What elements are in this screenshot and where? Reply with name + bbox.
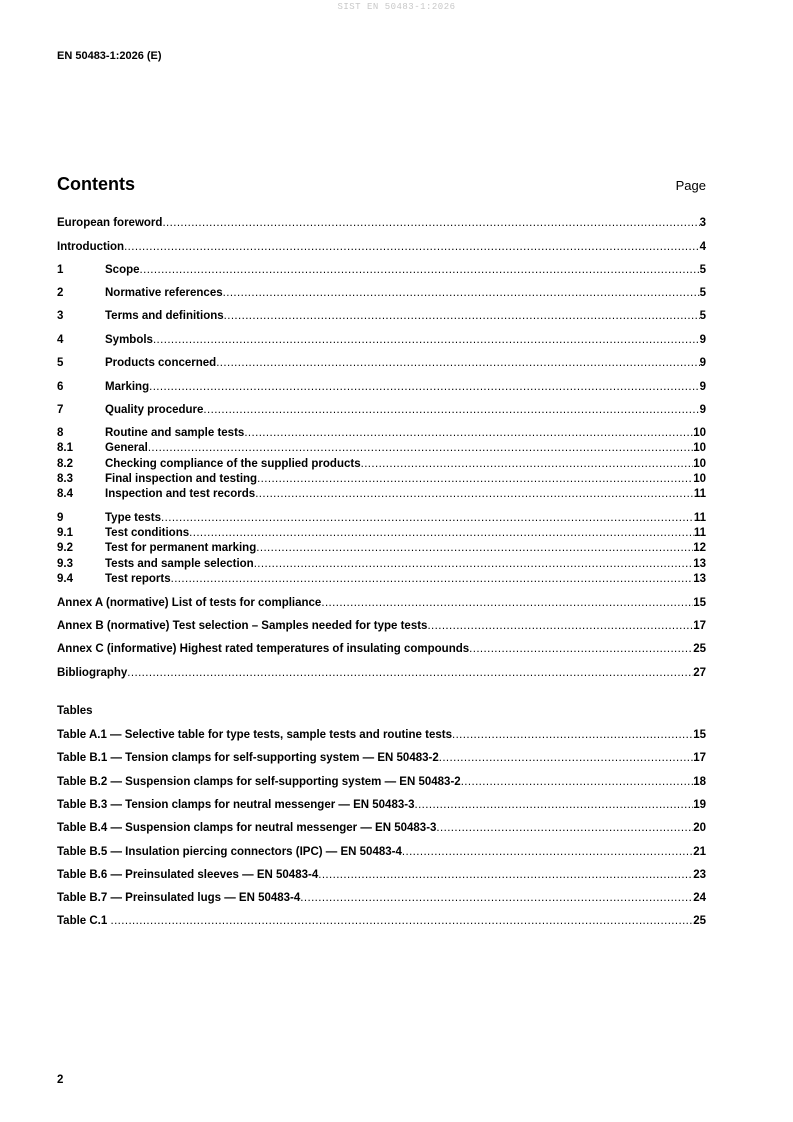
table-entry-title: Table B.3 — Tension clamps for neutral messenger — EN 50483-3	[57, 799, 415, 811]
toc-entry-number: 8.2	[57, 458, 73, 470]
tables-heading: Tables	[57, 705, 93, 717]
toc-entry-page: 15	[693, 597, 706, 609]
toc-entry-title: Inspection and test records	[105, 488, 256, 500]
toc-entry-title: Test conditions	[105, 527, 190, 539]
toc-entry-page: 5	[699, 310, 706, 322]
table-entry[interactable]	[57, 845, 706, 859]
table-entry-title: Table B.4 — Suspension clamps for neutral messenger — EN 50483-3	[57, 822, 437, 834]
toc-entry-page: 9	[699, 334, 706, 346]
table-entry[interactable]	[57, 868, 706, 882]
table-entry-page: 25	[693, 915, 706, 927]
toc-entry-page: 17	[693, 620, 706, 632]
table-entry-page: 15	[693, 729, 706, 741]
toc-entry[interactable]	[57, 526, 706, 540]
toc-entry[interactable]	[57, 472, 706, 486]
toc-entry-page: 5	[699, 287, 706, 299]
toc-entry-number: 2	[57, 287, 64, 299]
toc-entry-title: Scope	[105, 264, 140, 276]
toc-entry[interactable]	[57, 487, 706, 501]
toc-entry-page: 10	[693, 442, 706, 454]
table-entry-title: Table B.1 — Tension clamps for self-supporting system — EN 50483-2	[57, 752, 439, 764]
toc-entry-title: Marking	[105, 381, 150, 393]
toc-entry-page: 12	[693, 542, 706, 554]
toc-entry[interactable]	[57, 541, 706, 555]
toc-entry-page: 13	[693, 558, 706, 570]
toc-entry-title: General	[105, 442, 148, 454]
toc-entry-number: 9	[57, 512, 64, 524]
table-entry-title: Table A.1 — Selective table for type tests, sample tests and routine tests	[57, 729, 452, 741]
toc-entry-title: Tests and sample selection	[105, 558, 254, 570]
toc-entry[interactable]	[57, 309, 706, 323]
table-entry[interactable]	[57, 821, 706, 835]
toc-entry-page: 9	[699, 404, 706, 416]
table-entry[interactable]	[57, 751, 706, 765]
toc-entry-title: Annex B (normative) Test selection – Samples needed for type tests	[57, 620, 428, 632]
toc-entry-number: 7	[57, 404, 64, 416]
toc-entry-page: 11	[693, 512, 706, 524]
toc-entry[interactable]	[57, 333, 706, 347]
page-number: 2	[57, 1074, 64, 1086]
toc-entry-number: 8.1	[57, 442, 73, 454]
toc-entry-number: 1	[57, 264, 64, 276]
toc-entry-page: 9	[699, 381, 706, 393]
page-column-label: Page	[675, 178, 706, 193]
table-entry[interactable]	[57, 914, 706, 928]
toc-entry[interactable]	[57, 572, 706, 586]
toc-entry-title: Annex A (normative) List of tests for compliance	[57, 597, 322, 609]
table-entry-title: Table C.1	[57, 915, 111, 927]
toc-entry-page: 13	[693, 573, 706, 585]
toc-entry-number: 3	[57, 310, 64, 322]
toc-entry-title: Annex C (informative) Highest rated temperatures of insulating compounds	[57, 643, 470, 655]
toc-entry-number: 9.1	[57, 527, 73, 539]
table-entry[interactable]	[57, 728, 706, 742]
toc-entry[interactable]	[57, 557, 706, 571]
table-entry[interactable]	[57, 775, 706, 789]
toc-entry-page: 9	[699, 357, 706, 369]
toc-entry-number: 8	[57, 427, 64, 439]
toc-entry-number: 9.2	[57, 542, 73, 554]
contents-title: Contents	[57, 174, 135, 194]
toc-entry-title: Terms and definitions	[105, 310, 224, 322]
toc-entry-title: Type tests	[105, 512, 162, 524]
toc-entry-page: 25	[693, 643, 706, 655]
toc-entry-page: 10	[693, 427, 706, 439]
toc-entry[interactable]	[57, 356, 706, 370]
toc-entry-page: 4	[699, 241, 706, 253]
toc-entry-number: 8.4	[57, 488, 73, 500]
toc-entry-number: 9.3	[57, 558, 73, 570]
toc-entry-number: 5	[57, 357, 64, 369]
toc-entry-title: Quality procedure	[105, 404, 204, 416]
toc-entry-title: Bibliography	[57, 667, 128, 679]
toc-entry-page: 10	[693, 473, 706, 485]
toc-entry[interactable]	[57, 642, 706, 656]
table-entry-page: 23	[693, 869, 706, 881]
table-entry[interactable]	[57, 891, 706, 905]
toc-entry-page: 5	[699, 264, 706, 276]
toc-entry-page: 3	[699, 217, 706, 229]
toc-entry-title: Products concerned	[105, 357, 217, 369]
toc-entry[interactable]	[57, 666, 706, 680]
table-entry-page: 18	[693, 776, 706, 788]
toc-entry-title: Routine and sample tests	[105, 427, 245, 439]
toc-entry-page: 11	[693, 527, 706, 539]
toc-entry[interactable]	[57, 380, 706, 394]
toc-entry-number: 8.3	[57, 473, 73, 485]
toc-entry-page: 10	[693, 458, 706, 470]
table-entry-page: 17	[693, 752, 706, 764]
toc-entry[interactable]	[57, 457, 706, 471]
toc-entry-number: 4	[57, 334, 64, 346]
toc-entry[interactable]	[57, 511, 706, 525]
table-entry-page: 19	[693, 799, 706, 811]
toc-entry[interactable]	[57, 596, 706, 610]
toc-entry-number: 9.4	[57, 573, 73, 585]
table-entry-page: 21	[693, 846, 706, 858]
table-entry-title: Table B.5 — Insulation piercing connectors (IPC) — EN 50483-4	[57, 846, 402, 858]
table-entry-title: Table B.2 — Suspension clamps for self-supporting system — EN 50483-2	[57, 776, 461, 788]
toc-entry[interactable]	[57, 263, 706, 277]
document-id: EN 50483-1:2026 (E)	[57, 50, 162, 62]
toc-entry[interactable]	[57, 441, 706, 455]
toc-entry[interactable]	[57, 286, 706, 300]
toc-entry-title: Normative references	[105, 287, 223, 299]
toc-entry[interactable]	[57, 240, 706, 254]
table-entry-title: Table B.6 — Preinsulated sleeves — EN 50483-4	[57, 869, 319, 881]
toc-entry-number: 6	[57, 381, 64, 393]
table-entry-page: 24	[693, 892, 706, 904]
toc-entry[interactable]	[57, 216, 706, 230]
watermark: SIST EN 50483-1:2026	[337, 2, 456, 12]
toc-entry-title: European foreword	[57, 217, 163, 229]
toc-entry-title: Test for permanent marking	[105, 542, 257, 554]
toc-entry-page: 11	[693, 488, 706, 500]
toc-entry[interactable]	[57, 426, 706, 440]
table-entry-title: Table B.7 — Preinsulated lugs — EN 50483-4	[57, 892, 301, 904]
toc-entry-title: Test reports	[105, 573, 171, 585]
toc-entry[interactable]	[57, 403, 706, 417]
table-entry[interactable]	[57, 798, 706, 812]
toc-entry-page: 27	[693, 667, 706, 679]
toc-entry-title: Introduction	[57, 241, 125, 253]
toc-entry-title: Final inspection and testing	[105, 473, 258, 485]
toc-entry[interactable]	[57, 619, 706, 633]
table-entry-page: 20	[693, 822, 706, 834]
toc-entry-title: Symbols	[105, 334, 153, 346]
toc-entry-title: Checking compliance of the supplied products	[105, 458, 361, 470]
